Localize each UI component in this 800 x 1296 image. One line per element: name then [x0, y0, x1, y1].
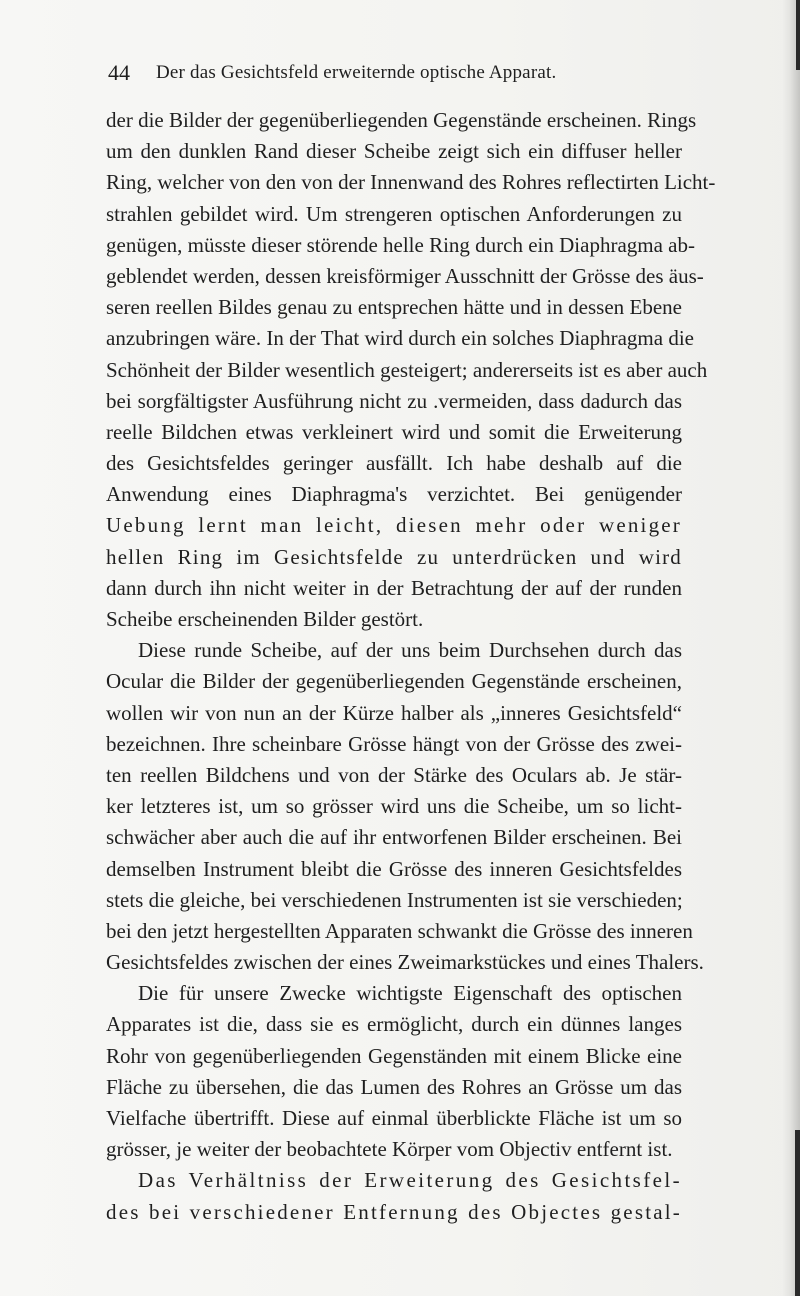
text-line: dann durch ihn nicht weiter in der Betrachtung der auf der runden: [106, 575, 682, 600]
text-line: des bei verschiedener Entfernung des Objectes gestal-: [106, 1199, 682, 1224]
text-line: wollen wir von nun an der Kürze halber als „inneres Gesichtsfeld“: [106, 700, 682, 725]
text-line: bezeichnen. Ihre scheinbare Grösse hängt von der Grösse des zwei-: [106, 731, 682, 756]
text-line: Ocular die Bilder der gegenüberliegenden Gegenstände erscheinen,: [106, 669, 682, 694]
text-line: Vielfache übertrifft. Diese auf einmal überblickte Fläche ist um so: [106, 1106, 682, 1130]
text-line: Ring, welcher von den von der Innenwand des Rohres reflectirten Licht-: [106, 170, 716, 195]
text-line: grösser, je weiter der beobachtete Körper vom Objectiv entfernt ist.: [106, 1137, 673, 1162]
text-line: Scheibe erscheinenden Bilder gestört.: [106, 607, 424, 631]
text-line: Das Verhältniss der Erweiterung des Gesichtsfel-: [138, 1168, 682, 1193]
text-line: der die Bilder der gegenüberliegenden Gegenstände erscheinen. Rings: [106, 108, 697, 132]
page-edge-mark: [795, 1130, 800, 1296]
page-number: 44: [108, 60, 130, 85]
text-line: Anwendung eines Diaphragma's verzichtet. Bei genügender: [106, 482, 682, 507]
text-line: Apparates ist die, dass sie es ermöglicht, durch ein dünnes langes: [106, 1012, 682, 1037]
text-line: strahlen gebildet wird. Um strengeren optischen Anforderungen zu: [106, 201, 682, 226]
body-text: [106, 105, 716, 1228]
text-line: Uebung lernt man leicht, diesen mehr oder weniger: [106, 513, 682, 538]
text-line: bei sorgfältigster Ausführung nicht zu .vermeiden, dass dadurch das: [106, 388, 682, 413]
text-line: anzubringen wäre. In der That wird durch ein solches Diaphragma die: [106, 326, 694, 351]
text-line: ten reellen Bildchens und von der Stärke des Oculars ab. Je stär-: [106, 762, 682, 787]
page-header: [108, 58, 668, 88]
text-line: Die für unsere Zwecke wichtigste Eigenschaft des optischen: [138, 981, 682, 1006]
page-edge-shadow: [782, 0, 800, 1296]
text-line: Diese runde Scheibe, auf der uns beim Durchsehen durch das: [138, 638, 682, 663]
text-line: genügen, müsste dieser störende helle Ring durch ein Diaphragma ab-: [106, 232, 695, 257]
text-line: stets die gleiche, bei verschiedenen Instrumenten ist sie verschieden;: [106, 887, 683, 912]
running-title: Der das Gesichtsfeld erweiternde optische Apparat.: [156, 62, 557, 83]
text-line: Schönheit der Bilder wesentlich gesteigert; andererseits ist es aber auch: [106, 357, 708, 382]
text-line: Gesichtsfeldes zwischen der eines Zweimarkstückes und eines Thalers.: [106, 950, 704, 975]
text-line: geblendet werden, dessen kreisförmiger Ausschnitt der Grösse des äus-: [106, 263, 704, 288]
text-line: schwächer aber auch die auf ihr entworfenen Bilder erscheinen. Bei: [106, 825, 682, 850]
page-edge-mark: [796, 0, 800, 70]
text-line: hellen Ring im Gesichtsfelde zu unterdrücken und wird: [106, 544, 682, 569]
text-line: um den dunklen Rand dieser Scheibe zeigt sich ein diffuser heller: [106, 139, 682, 164]
text-line: bei den jetzt hergestellten Apparaten schwankt die Grösse des inneren: [106, 918, 693, 943]
text-line: Rohr von gegenüberliegenden Gegenständen mit einem Blicke eine: [106, 1043, 682, 1068]
text-line: seren reellen Bildes genau zu entsprechen hätte und in dessen Ebene: [106, 295, 682, 320]
text-line: ker letzteres ist, um so grösser wird uns die Scheibe, um so licht-: [106, 794, 682, 819]
text-line: demselben Instrument bleibt die Grösse des inneren Gesichtsfeldes: [106, 856, 682, 881]
text-line: reelle Bildchen etwas verkleinert wird und somit die Erweiterung: [106, 419, 682, 444]
text-line: des Gesichtsfeldes geringer ausfällt. Ich habe deshalb auf die: [106, 451, 682, 476]
text-line: Fläche zu übersehen, die das Lumen des Rohres an Grösse um das: [106, 1074, 682, 1099]
